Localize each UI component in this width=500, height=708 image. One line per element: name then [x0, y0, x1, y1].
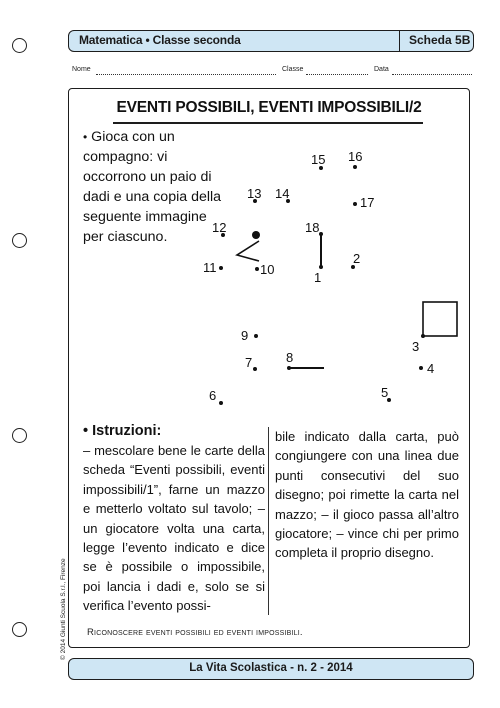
dot-number-13: 13 — [247, 186, 262, 201]
dot-number-6: 6 — [209, 388, 217, 403]
dot-number-14: 14 — [275, 186, 290, 201]
dot-7 — [253, 367, 257, 371]
binder-hole — [12, 38, 27, 53]
date-field[interactable] — [392, 67, 472, 75]
binder-hole — [12, 428, 27, 443]
copyright-credit: © 2014 Giunti Scuola S.r.l., Firenze — [60, 558, 67, 660]
dot-4 — [419, 366, 423, 370]
drawn-square — [423, 302, 457, 336]
dot-16 — [353, 165, 357, 169]
connect-dots-puzzle — [69, 89, 469, 419]
intro-body: Gioca con un compagno: vi occorrono un paio di dadi e una copia della seguente immagine per ciascuno. — [83, 129, 222, 245]
binder-hole — [12, 622, 27, 637]
dot-number-12: 12 — [212, 220, 227, 235]
dot-8 — [287, 366, 291, 370]
class-field[interactable] — [306, 67, 368, 75]
dot-number-11: 11 — [203, 260, 217, 275]
dot-number-18: 18 — [305, 220, 320, 235]
column-divider — [268, 427, 269, 615]
header-bar — [68, 30, 474, 52]
dot-3 — [421, 334, 425, 338]
dot-number-8: 8 — [286, 350, 294, 365]
footer-bar — [68, 658, 474, 680]
footer-label: La Vita Scolastica - n. 2 - 2014 — [189, 662, 353, 674]
dot-6 — [219, 401, 223, 405]
dot-number-7: 7 — [245, 355, 253, 370]
dot-1 — [319, 265, 323, 269]
dot-number-2: 2 — [353, 251, 361, 266]
dot-number-16: 16 — [348, 149, 363, 164]
dot-number-9: 9 — [241, 328, 249, 343]
dot-number-4: 4 — [427, 361, 435, 376]
sheet-label: Scheda 5B — [409, 33, 471, 47]
learning-objective: Riconoscere eventi possibili ed eventi impossibili. — [87, 627, 303, 638]
drawn-beak — [237, 241, 259, 261]
eye-dot — [252, 231, 260, 239]
header-separator — [399, 31, 400, 51]
dot-number-15: 15 — [311, 152, 326, 167]
class-label: Classe — [282, 66, 304, 73]
name-field[interactable] — [96, 67, 276, 75]
dot-number-3: 3 — [412, 339, 420, 354]
date-label: Data — [374, 66, 389, 73]
dot-number-1: 1 — [314, 270, 322, 285]
worksheet-frame — [68, 88, 470, 648]
dot-number-17: 17 — [360, 195, 375, 210]
page-title: EVENTI POSSIBILI, EVENTI IMPOSSIBILI/2 — [116, 99, 422, 116]
instructions-column-2: bile indicato dalla carta, può congiungere con una linea due punti consecutivi del suo disegno; poi rimette la carta nel mazzo; – il gioco passa all’altro giocatore; – vince chi per primo completa il proprio disegno. — [275, 429, 459, 561]
name-label: Nome — [72, 66, 91, 73]
dot-number-10: 10 — [260, 262, 275, 277]
dot-9 — [254, 334, 258, 338]
dot-10 — [255, 267, 259, 271]
instructions-column-1: – mescolare bene le carte della scheda “Eventi possibili, eventi impossibili/1”, farne un mazzo e metterlo voltato sul tavolo; – un giocatore volta una carta, legge l’evento indicato e dice se è possibile o impossibile, poi lancia i dadi e, solo se si verifica l’evento possi- — [83, 443, 265, 614]
intro-bullet: • — [83, 130, 88, 144]
subject-label: Matematica • Classe seconda — [79, 33, 241, 47]
instructions-title: • Istruzioni: — [83, 423, 162, 439]
binder-hole — [12, 233, 27, 248]
student-fields — [72, 66, 472, 78]
dot-17 — [353, 202, 357, 206]
dot-18 — [319, 232, 323, 236]
dot-11 — [219, 266, 223, 270]
dot-number-5: 5 — [381, 385, 389, 400]
